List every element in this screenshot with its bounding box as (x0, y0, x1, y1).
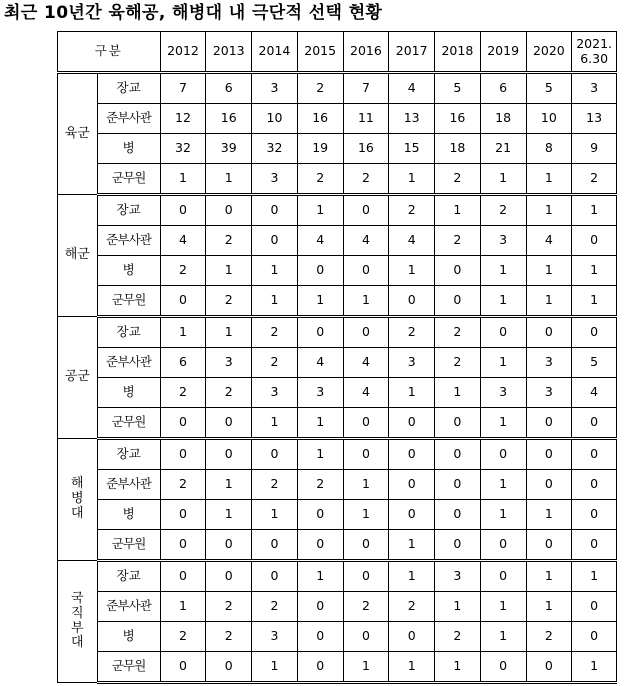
branch-label-해군: 해군 (58, 195, 98, 317)
data-cell: 1 (572, 652, 617, 683)
data-cell: 0 (160, 439, 206, 470)
table-row (58, 652, 617, 683)
branch-label-char: 직 (71, 605, 84, 621)
data-cell: 1 (480, 470, 526, 500)
data-cell: 1 (526, 500, 572, 530)
data-cell: 3 (435, 561, 481, 592)
data-cell: 2 (297, 164, 343, 195)
data-cell: 0 (572, 592, 617, 622)
table-row (58, 104, 617, 134)
data-cell: 1 (297, 286, 343, 317)
header-last-line1: 2021. (576, 36, 613, 52)
data-cell: 1 (297, 408, 343, 439)
data-cell: 0 (389, 470, 435, 500)
table-header-row (58, 32, 617, 73)
data-cell: 1 (389, 652, 435, 683)
data-cell: 0 (160, 652, 206, 683)
rank-label-군무원: 군무원 (97, 164, 160, 195)
data-cell: 0 (435, 286, 481, 317)
data-cell: 16 (297, 104, 343, 134)
statistics-table-container (57, 31, 617, 684)
data-cell: 1 (480, 164, 526, 195)
data-cell: 1 (343, 470, 389, 500)
data-cell: 1 (206, 256, 252, 286)
data-cell: 0 (252, 195, 298, 226)
data-cell: 0 (435, 256, 481, 286)
table-row (58, 592, 617, 622)
data-cell: 18 (480, 104, 526, 134)
header-cell-year-2013: 2013 (206, 32, 252, 73)
data-cell: 1 (206, 317, 252, 348)
data-cell: 4 (343, 378, 389, 408)
rank-label-군무원: 군무원 (97, 408, 160, 439)
header-cell-gubun: 구분 (58, 32, 161, 73)
data-cell: 2 (572, 164, 617, 195)
data-cell: 2 (160, 470, 206, 500)
data-cell: 1 (206, 500, 252, 530)
data-cell: 1 (343, 286, 389, 317)
data-cell: 3 (480, 226, 526, 256)
rank-label-준부사관: 준부사관 (97, 470, 160, 500)
data-cell: 13 (389, 104, 435, 134)
header-cell-year-2014: 2014 (252, 32, 298, 73)
data-cell: 2 (297, 73, 343, 104)
data-cell: 2 (252, 592, 298, 622)
data-cell: 0 (160, 500, 206, 530)
data-cell: 0 (252, 561, 298, 592)
data-cell: 32 (252, 134, 298, 164)
data-cell: 1 (526, 256, 572, 286)
statistics-table (57, 31, 617, 684)
data-cell: 2 (252, 317, 298, 348)
data-cell: 19 (297, 134, 343, 164)
data-cell: 2 (252, 470, 298, 500)
data-cell: 6 (480, 73, 526, 104)
data-cell: 0 (160, 195, 206, 226)
data-cell: 1 (160, 164, 206, 195)
header-cell-year-2019: 2019 (480, 32, 526, 73)
data-cell: 0 (480, 530, 526, 561)
rank-label-준부사관: 준부사관 (97, 592, 160, 622)
data-cell: 0 (160, 408, 206, 439)
rank-label-장교: 장교 (97, 195, 160, 226)
data-cell: 4 (297, 348, 343, 378)
data-cell: 1 (389, 164, 435, 195)
branch-label-공군: 공군 (58, 317, 98, 439)
data-cell: 16 (435, 104, 481, 134)
data-cell: 1 (389, 530, 435, 561)
data-cell: 3 (252, 164, 298, 195)
data-cell: 11 (343, 104, 389, 134)
data-cell: 0 (526, 652, 572, 683)
rank-label-병: 병 (97, 378, 160, 408)
data-cell: 0 (526, 530, 572, 561)
data-cell: 1 (572, 256, 617, 286)
data-cell: 3 (526, 348, 572, 378)
header-cell-year-2020: 2020 (526, 32, 572, 73)
data-cell: 4 (297, 226, 343, 256)
rank-label-장교: 장교 (97, 317, 160, 348)
data-cell: 7 (160, 73, 206, 104)
data-cell: 0 (252, 530, 298, 561)
data-cell: 0 (572, 317, 617, 348)
data-cell: 1 (480, 408, 526, 439)
data-cell: 0 (572, 530, 617, 561)
table-row (58, 622, 617, 652)
data-cell: 2 (389, 317, 435, 348)
rank-label-병: 병 (97, 134, 160, 164)
data-cell: 2 (160, 622, 206, 652)
data-cell: 2 (435, 622, 481, 652)
branch-label-해병대 (58, 439, 98, 561)
table-row (58, 73, 617, 104)
data-cell: 0 (480, 561, 526, 592)
data-cell: 2 (160, 256, 206, 286)
data-cell: 0 (343, 195, 389, 226)
data-cell: 0 (572, 226, 617, 256)
data-cell: 2 (206, 592, 252, 622)
table-row (58, 348, 617, 378)
data-cell: 3 (480, 378, 526, 408)
rank-label-군무원: 군무원 (97, 286, 160, 317)
data-cell: 0 (297, 256, 343, 286)
branch-label-char: 병 (71, 491, 84, 507)
data-cell: 4 (572, 378, 617, 408)
table-row (58, 530, 617, 561)
data-cell: 0 (480, 317, 526, 348)
data-cell: 2 (435, 317, 481, 348)
rank-label-장교: 장교 (97, 439, 160, 470)
data-cell: 1 (526, 195, 572, 226)
data-cell: 0 (435, 408, 481, 439)
data-cell: 2 (389, 195, 435, 226)
data-cell: 2 (480, 195, 526, 226)
data-cell: 0 (206, 439, 252, 470)
data-cell: 4 (343, 348, 389, 378)
data-cell: 0 (572, 408, 617, 439)
data-cell: 1 (252, 652, 298, 683)
data-cell: 3 (252, 378, 298, 408)
data-cell: 1 (435, 195, 481, 226)
data-cell: 6 (160, 348, 206, 378)
data-cell: 0 (160, 286, 206, 317)
data-cell: 4 (343, 226, 389, 256)
data-cell: 0 (206, 195, 252, 226)
branch-label-char: 부 (71, 620, 84, 636)
data-cell: 0 (297, 622, 343, 652)
data-cell: 5 (435, 73, 481, 104)
data-cell: 3 (389, 348, 435, 378)
table-row (58, 256, 617, 286)
data-cell: 5 (526, 73, 572, 104)
data-cell: 0 (206, 408, 252, 439)
data-cell: 3 (297, 378, 343, 408)
branch-label-국직부대 (58, 561, 98, 683)
data-cell: 2 (526, 622, 572, 652)
data-cell: 1 (343, 652, 389, 683)
data-cell: 0 (297, 317, 343, 348)
data-cell: 0 (572, 622, 617, 652)
rank-label-병: 병 (97, 256, 160, 286)
data-cell: 2 (297, 470, 343, 500)
header-cell-year-2018: 2018 (435, 32, 481, 73)
data-cell: 2 (206, 226, 252, 256)
data-cell: 1 (480, 348, 526, 378)
data-cell: 1 (526, 592, 572, 622)
data-cell: 2 (389, 592, 435, 622)
table-row (58, 378, 617, 408)
data-cell: 3 (526, 378, 572, 408)
data-cell: 6 (206, 73, 252, 104)
data-cell: 3 (206, 348, 252, 378)
data-cell: 0 (389, 408, 435, 439)
data-cell: 2 (435, 164, 481, 195)
data-cell: 1 (480, 256, 526, 286)
table-row (58, 408, 617, 439)
data-cell: 0 (206, 652, 252, 683)
data-cell: 2 (206, 286, 252, 317)
data-cell: 12 (160, 104, 206, 134)
data-cell: 1 (526, 164, 572, 195)
data-cell: 2 (206, 622, 252, 652)
rank-label-장교: 장교 (97, 561, 160, 592)
data-cell: 1 (480, 286, 526, 317)
rank-label-준부사관: 준부사관 (97, 104, 160, 134)
data-cell: 5 (572, 348, 617, 378)
data-cell: 0 (526, 439, 572, 470)
data-cell: 2 (160, 378, 206, 408)
data-cell: 1 (389, 378, 435, 408)
table-row (58, 164, 617, 195)
data-cell: 0 (389, 439, 435, 470)
data-cell: 0 (252, 226, 298, 256)
data-cell: 0 (572, 470, 617, 500)
data-cell: 0 (435, 500, 481, 530)
data-cell: 0 (297, 500, 343, 530)
data-cell: 4 (160, 226, 206, 256)
table-row (58, 317, 617, 348)
data-cell: 1 (572, 195, 617, 226)
branch-label-char: 해 (71, 476, 84, 492)
header-cell-year-2016: 2016 (343, 32, 389, 73)
rank-label-군무원: 군무원 (97, 530, 160, 561)
data-cell: 1 (297, 195, 343, 226)
data-cell: 3 (252, 73, 298, 104)
data-cell: 3 (252, 622, 298, 652)
data-cell: 0 (343, 408, 389, 439)
data-cell: 1 (389, 561, 435, 592)
data-cell: 1 (160, 592, 206, 622)
data-cell: 2 (343, 592, 389, 622)
header-cell-year-2015: 2015 (297, 32, 343, 73)
data-cell: 0 (343, 530, 389, 561)
data-cell: 39 (206, 134, 252, 164)
data-cell: 0 (480, 439, 526, 470)
branch-label-char: 대 (71, 635, 84, 651)
data-cell: 18 (435, 134, 481, 164)
data-cell: 0 (435, 439, 481, 470)
rank-label-준부사관: 준부사관 (97, 226, 160, 256)
data-cell: 1 (206, 164, 252, 195)
data-cell: 1 (160, 317, 206, 348)
data-cell: 10 (526, 104, 572, 134)
data-cell: 2 (252, 348, 298, 378)
data-cell: 1 (389, 256, 435, 286)
data-cell: 0 (343, 561, 389, 592)
data-cell: 0 (297, 530, 343, 561)
data-cell: 4 (526, 226, 572, 256)
data-cell: 15 (389, 134, 435, 164)
rank-label-병: 병 (97, 622, 160, 652)
data-cell: 1 (480, 622, 526, 652)
data-cell: 1 (572, 561, 617, 592)
branch-label-육군: 육군 (58, 73, 98, 195)
data-cell: 1 (206, 470, 252, 500)
table-row (58, 439, 617, 470)
data-cell: 0 (297, 652, 343, 683)
data-cell: 21 (480, 134, 526, 164)
data-cell: 1 (252, 500, 298, 530)
header-last-line2: 6.30 (580, 50, 609, 66)
data-cell: 1 (252, 408, 298, 439)
data-cell: 0 (526, 317, 572, 348)
data-cell: 3 (572, 73, 617, 104)
data-cell: 1 (343, 500, 389, 530)
data-cell: 1 (526, 286, 572, 317)
data-cell: 2 (206, 378, 252, 408)
data-cell: 0 (389, 500, 435, 530)
data-cell: 4 (389, 73, 435, 104)
data-cell: 1 (252, 286, 298, 317)
data-cell: 1 (480, 592, 526, 622)
data-cell: 2 (343, 164, 389, 195)
branch-label-char: 대 (71, 505, 84, 521)
table-row (58, 195, 617, 226)
rank-label-준부사관: 준부사관 (97, 348, 160, 378)
table-row (58, 561, 617, 592)
data-cell: 2 (435, 348, 481, 378)
page-title: 최근 10년간 육해공, 해병대 내 극단적 선택 현황 (4, 3, 383, 23)
data-cell: 10 (252, 104, 298, 134)
data-cell: 0 (572, 439, 617, 470)
data-cell: 0 (343, 622, 389, 652)
table-row (58, 226, 617, 256)
data-cell: 0 (526, 408, 572, 439)
header-cell-year-2012: 2012 (160, 32, 206, 73)
data-cell: 1 (435, 592, 481, 622)
table-row (58, 286, 617, 317)
data-cell: 1 (435, 652, 481, 683)
data-cell: 1 (435, 378, 481, 408)
data-cell: 0 (160, 530, 206, 561)
data-cell: 7 (343, 73, 389, 104)
data-cell: 1 (297, 561, 343, 592)
data-cell: 32 (160, 134, 206, 164)
data-cell: 0 (526, 470, 572, 500)
table-row (58, 470, 617, 500)
rank-label-장교: 장교 (97, 73, 160, 104)
data-cell: 0 (206, 530, 252, 561)
data-cell: 1 (297, 439, 343, 470)
data-cell: 0 (343, 256, 389, 286)
data-cell: 2 (435, 226, 481, 256)
data-cell: 0 (435, 530, 481, 561)
table-row (58, 500, 617, 530)
data-cell: 13 (572, 104, 617, 134)
data-cell: 1 (526, 561, 572, 592)
data-cell: 0 (297, 592, 343, 622)
table-body (58, 32, 617, 683)
data-cell: 4 (389, 226, 435, 256)
data-cell: 1 (480, 500, 526, 530)
table-row (58, 134, 617, 164)
data-cell: 0 (389, 622, 435, 652)
rank-label-군무원: 군무원 (97, 652, 160, 683)
data-cell: 0 (572, 500, 617, 530)
data-cell: 1 (252, 256, 298, 286)
rank-label-병: 병 (97, 500, 160, 530)
data-cell: 0 (160, 561, 206, 592)
data-cell: 16 (206, 104, 252, 134)
data-cell: 1 (572, 286, 617, 317)
data-cell: 0 (252, 439, 298, 470)
header-cell-year-2017: 2017 (389, 32, 435, 73)
data-cell: 16 (343, 134, 389, 164)
branch-label-char: 국 (71, 590, 84, 606)
data-cell: 0 (435, 470, 481, 500)
data-cell: 0 (343, 439, 389, 470)
header-cell-year-2021-partial (572, 32, 617, 73)
data-cell: 0 (389, 286, 435, 317)
data-cell: 0 (480, 652, 526, 683)
data-cell: 8 (526, 134, 572, 164)
data-cell: 9 (572, 134, 617, 164)
data-cell: 0 (206, 561, 252, 592)
data-cell: 0 (343, 317, 389, 348)
